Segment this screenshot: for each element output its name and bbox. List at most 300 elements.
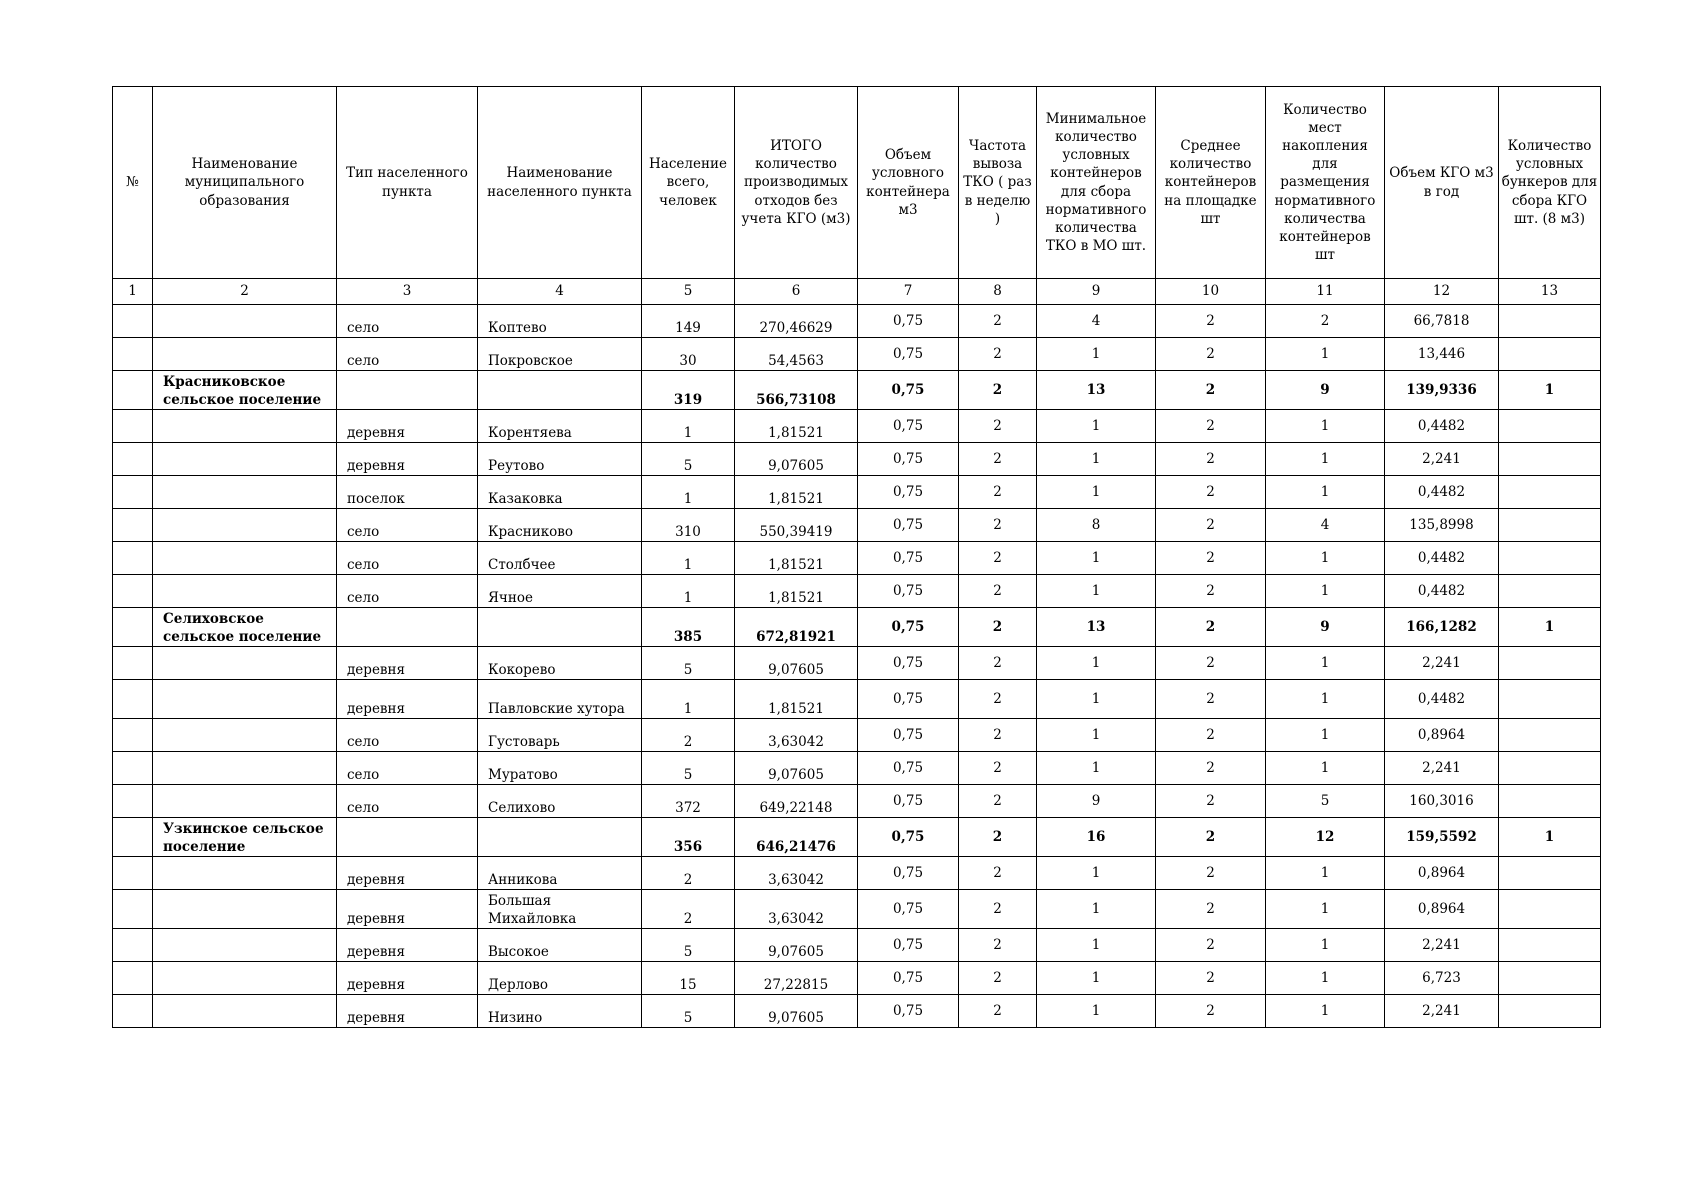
container-volume-cell: 0,75 xyxy=(858,647,959,680)
settlement-name-cell: Ячное xyxy=(478,575,642,608)
avg-containers-cell: 2 xyxy=(1156,509,1266,542)
kgo-volume-cell: 0,4482 xyxy=(1385,476,1499,509)
min-containers-cell: 13 xyxy=(1037,608,1156,647)
settlement-type-cell: село xyxy=(337,719,478,752)
sites-cell: 1 xyxy=(1266,929,1385,962)
municipality-cell xyxy=(153,542,337,575)
min-containers-cell: 1 xyxy=(1037,338,1156,371)
container-volume-cell: 0,75 xyxy=(858,305,959,338)
municipality-cell xyxy=(153,680,337,719)
population-cell: 15 xyxy=(642,962,735,995)
bunkers-cell xyxy=(1499,680,1601,719)
avg-containers-cell: 2 xyxy=(1156,857,1266,890)
kgo-volume-cell: 139,9336 xyxy=(1385,371,1499,410)
settlement-type-cell: село xyxy=(337,338,478,371)
municipality-cell xyxy=(153,719,337,752)
sites-cell: 1 xyxy=(1266,542,1385,575)
settlement-name-cell: Селихово xyxy=(478,785,642,818)
bunkers-cell xyxy=(1499,338,1601,371)
kgo-volume-cell: 2,241 xyxy=(1385,647,1499,680)
avg-containers-cell: 2 xyxy=(1156,647,1266,680)
population-cell: 30 xyxy=(642,338,735,371)
min-containers-cell: 13 xyxy=(1037,371,1156,410)
container-volume-cell: 0,75 xyxy=(858,476,959,509)
municipality-cell: Селиховское сельское поселение xyxy=(153,608,337,647)
waste-volume-cell: 3,63042 xyxy=(735,890,858,929)
table-row xyxy=(113,443,1601,476)
min-containers-cell: 1 xyxy=(1037,890,1156,929)
frequency-cell: 2 xyxy=(959,410,1037,443)
table-row xyxy=(113,857,1601,890)
settlement-type-cell: деревня xyxy=(337,857,478,890)
table-row xyxy=(113,575,1601,608)
column-number: 1 xyxy=(113,279,153,305)
bunkers-cell xyxy=(1499,752,1601,785)
settlement-type-cell: село xyxy=(337,305,478,338)
sites-cell: 9 xyxy=(1266,371,1385,410)
settlement-type-cell: село xyxy=(337,542,478,575)
min-containers-cell: 1 xyxy=(1037,719,1156,752)
row-number-cell xyxy=(113,410,153,443)
bunkers-cell xyxy=(1499,509,1601,542)
bunkers-cell xyxy=(1499,647,1601,680)
min-containers-cell: 1 xyxy=(1037,962,1156,995)
sites-cell: 1 xyxy=(1266,647,1385,680)
min-containers-cell: 4 xyxy=(1037,305,1156,338)
min-containers-cell: 1 xyxy=(1037,752,1156,785)
settlement-type-cell: село xyxy=(337,785,478,818)
frequency-cell: 2 xyxy=(959,680,1037,719)
avg-containers-cell: 2 xyxy=(1156,680,1266,719)
frequency-cell: 2 xyxy=(959,542,1037,575)
header-cell: Наименование населенного пункта xyxy=(478,87,642,279)
row-number-cell xyxy=(113,509,153,542)
table-row xyxy=(113,680,1601,719)
bunkers-cell xyxy=(1499,476,1601,509)
kgo-volume-cell: 166,1282 xyxy=(1385,608,1499,647)
sites-cell: 1 xyxy=(1266,719,1385,752)
bunkers-cell: 1 xyxy=(1499,371,1601,410)
municipality-cell xyxy=(153,752,337,785)
row-number-cell xyxy=(113,476,153,509)
header-cell: Население всего, человек xyxy=(642,87,735,279)
settlement-type-cell: деревня xyxy=(337,890,478,929)
kgo-volume-cell: 6,723 xyxy=(1385,962,1499,995)
municipality-cell xyxy=(153,929,337,962)
frequency-cell: 2 xyxy=(959,608,1037,647)
population-cell: 310 xyxy=(642,509,735,542)
container-volume-cell: 0,75 xyxy=(858,410,959,443)
min-containers-cell: 1 xyxy=(1037,443,1156,476)
frequency-cell: 2 xyxy=(959,857,1037,890)
municipality-cell xyxy=(153,305,337,338)
avg-containers-cell: 2 xyxy=(1156,410,1266,443)
population-cell: 5 xyxy=(642,929,735,962)
row-number-cell xyxy=(113,680,153,719)
settlement-name-cell: Казаковка xyxy=(478,476,642,509)
settlement-type-cell: деревня xyxy=(337,680,478,719)
avg-containers-cell: 2 xyxy=(1156,929,1266,962)
municipality-row xyxy=(113,371,1601,410)
header-cell: Наименование муниципального образования xyxy=(153,87,337,279)
avg-containers-cell: 2 xyxy=(1156,995,1266,1028)
table-row xyxy=(113,509,1601,542)
min-containers-cell: 8 xyxy=(1037,509,1156,542)
table-row xyxy=(113,995,1601,1028)
container-volume-cell: 0,75 xyxy=(858,857,959,890)
municipality-cell xyxy=(153,476,337,509)
settlement-type-cell: деревня xyxy=(337,962,478,995)
avg-containers-cell: 2 xyxy=(1156,305,1266,338)
column-number: 7 xyxy=(858,279,959,305)
frequency-cell: 2 xyxy=(959,305,1037,338)
sites-cell: 1 xyxy=(1266,410,1385,443)
kgo-volume-cell: 159,5592 xyxy=(1385,818,1499,857)
settlement-type-cell xyxy=(337,371,478,410)
kgo-volume-cell: 0,4482 xyxy=(1385,542,1499,575)
row-number-cell xyxy=(113,857,153,890)
header-row xyxy=(113,87,1601,279)
column-number: 10 xyxy=(1156,279,1266,305)
container-volume-cell: 0,75 xyxy=(858,929,959,962)
row-number-cell xyxy=(113,542,153,575)
container-volume-cell: 0,75 xyxy=(858,575,959,608)
sites-cell: 1 xyxy=(1266,995,1385,1028)
column-number-row xyxy=(113,279,1601,305)
header-cell: Количество условных бункеров для сбора КГО шт. (8 м3) xyxy=(1499,87,1601,279)
settlement-type-cell: село xyxy=(337,752,478,785)
avg-containers-cell: 2 xyxy=(1156,962,1266,995)
column-number: 2 xyxy=(153,279,337,305)
container-volume-cell: 0,75 xyxy=(858,509,959,542)
container-volume-cell: 0,75 xyxy=(858,371,959,410)
municipality-cell xyxy=(153,785,337,818)
kgo-volume-cell: 2,241 xyxy=(1385,443,1499,476)
settlement-name-cell: Корентяева xyxy=(478,410,642,443)
bunkers-cell: 1 xyxy=(1499,608,1601,647)
row-number-cell xyxy=(113,305,153,338)
row-number-cell xyxy=(113,719,153,752)
settlement-type-cell: деревня xyxy=(337,410,478,443)
avg-containers-cell: 2 xyxy=(1156,338,1266,371)
settlement-name-cell: Кокорево xyxy=(478,647,642,680)
container-volume-cell: 0,75 xyxy=(858,785,959,818)
settlement-type-cell xyxy=(337,608,478,647)
table-row xyxy=(113,929,1601,962)
row-number-cell xyxy=(113,575,153,608)
waste-volume-cell: 9,07605 xyxy=(735,752,858,785)
frequency-cell: 2 xyxy=(959,575,1037,608)
municipality-cell xyxy=(153,410,337,443)
bunkers-cell: 1 xyxy=(1499,818,1601,857)
header-cell: Объем КГО м3 в год xyxy=(1385,87,1499,279)
min-containers-cell: 1 xyxy=(1037,995,1156,1028)
population-cell: 1 xyxy=(642,476,735,509)
municipality-cell xyxy=(153,962,337,995)
container-volume-cell: 0,75 xyxy=(858,818,959,857)
kgo-volume-cell: 160,3016 xyxy=(1385,785,1499,818)
row-number-cell xyxy=(113,371,153,410)
frequency-cell: 2 xyxy=(959,443,1037,476)
frequency-cell: 2 xyxy=(959,371,1037,410)
avg-containers-cell: 2 xyxy=(1156,752,1266,785)
waste-volume-cell: 1,81521 xyxy=(735,542,858,575)
row-number-cell xyxy=(113,785,153,818)
sites-cell: 4 xyxy=(1266,509,1385,542)
frequency-cell: 2 xyxy=(959,929,1037,962)
population-cell: 1 xyxy=(642,575,735,608)
table-row xyxy=(113,719,1601,752)
sites-cell: 1 xyxy=(1266,680,1385,719)
bunkers-cell xyxy=(1499,305,1601,338)
sites-cell: 1 xyxy=(1266,890,1385,929)
sites-cell: 9 xyxy=(1266,608,1385,647)
waste-volume-cell: 649,22148 xyxy=(735,785,858,818)
settlement-name-cell: Покровское xyxy=(478,338,642,371)
row-number-cell xyxy=(113,608,153,647)
waste-volume-cell: 1,81521 xyxy=(735,680,858,719)
avg-containers-cell: 2 xyxy=(1156,575,1266,608)
kgo-volume-cell: 0,8964 xyxy=(1385,890,1499,929)
sites-cell: 1 xyxy=(1266,575,1385,608)
min-containers-cell: 1 xyxy=(1037,647,1156,680)
waste-volume-cell: 1,81521 xyxy=(735,575,858,608)
municipality-cell: Узкинское сельское поселение xyxy=(153,818,337,857)
population-cell: 319 xyxy=(642,371,735,410)
frequency-cell: 2 xyxy=(959,752,1037,785)
row-number-cell xyxy=(113,443,153,476)
waste-volume-cell: 9,07605 xyxy=(735,647,858,680)
sites-cell: 5 xyxy=(1266,785,1385,818)
min-containers-cell: 1 xyxy=(1037,680,1156,719)
municipality-cell xyxy=(153,995,337,1028)
avg-containers-cell: 2 xyxy=(1156,785,1266,818)
settlement-name-cell: Анникова xyxy=(478,857,642,890)
bunkers-cell xyxy=(1499,962,1601,995)
settlement-name-cell xyxy=(478,371,642,410)
table-row xyxy=(113,785,1601,818)
kgo-volume-cell: 135,8998 xyxy=(1385,509,1499,542)
header-cell: № xyxy=(113,87,153,279)
kgo-volume-cell: 0,4482 xyxy=(1385,575,1499,608)
population-cell: 1 xyxy=(642,542,735,575)
waste-volume-cell: 550,39419 xyxy=(735,509,858,542)
kgo-volume-cell: 0,8964 xyxy=(1385,857,1499,890)
row-number-cell xyxy=(113,752,153,785)
container-volume-cell: 0,75 xyxy=(858,680,959,719)
column-number: 11 xyxy=(1266,279,1385,305)
settlement-type-cell: деревня xyxy=(337,443,478,476)
settlement-type-cell: деревня xyxy=(337,647,478,680)
header-cell: Тип населенного пункта xyxy=(337,87,478,279)
waste-volume-cell: 270,46629 xyxy=(735,305,858,338)
waste-volume-cell: 3,63042 xyxy=(735,719,858,752)
population-cell: 5 xyxy=(642,647,735,680)
sites-cell: 2 xyxy=(1266,305,1385,338)
min-containers-cell: 1 xyxy=(1037,575,1156,608)
avg-containers-cell: 2 xyxy=(1156,476,1266,509)
waste-volume-cell: 9,07605 xyxy=(735,929,858,962)
bunkers-cell xyxy=(1499,857,1601,890)
settlement-type-cell: деревня xyxy=(337,995,478,1028)
population-cell: 5 xyxy=(642,752,735,785)
container-volume-cell: 0,75 xyxy=(858,338,959,371)
population-cell: 385 xyxy=(642,608,735,647)
settlement-name-cell: Коптево xyxy=(478,305,642,338)
sites-cell: 1 xyxy=(1266,338,1385,371)
settlement-name-cell xyxy=(478,608,642,647)
municipality-row xyxy=(113,818,1601,857)
municipality-cell xyxy=(153,338,337,371)
container-volume-cell: 0,75 xyxy=(858,752,959,785)
kgo-volume-cell: 66,7818 xyxy=(1385,305,1499,338)
population-cell: 5 xyxy=(642,443,735,476)
frequency-cell: 2 xyxy=(959,962,1037,995)
bunkers-cell xyxy=(1499,719,1601,752)
frequency-cell: 2 xyxy=(959,647,1037,680)
municipality-cell xyxy=(153,647,337,680)
settlement-name-cell: Большая Михайловка xyxy=(478,890,642,929)
settlement-name-cell: Красниково xyxy=(478,509,642,542)
waste-volume-cell: 3,63042 xyxy=(735,857,858,890)
container-volume-cell: 0,75 xyxy=(858,542,959,575)
bunkers-cell xyxy=(1499,410,1601,443)
waste-volume-cell: 54,4563 xyxy=(735,338,858,371)
population-cell: 372 xyxy=(642,785,735,818)
settlement-name-cell: Реутово xyxy=(478,443,642,476)
header-cell: Среднее количество контейнеров на площадке шт xyxy=(1156,87,1266,279)
waste-volume-cell: 27,22815 xyxy=(735,962,858,995)
avg-containers-cell: 2 xyxy=(1156,719,1266,752)
header-cell: Количество мест накопления для размещения нормативного количества контейнеров шт xyxy=(1266,87,1385,279)
sites-cell: 1 xyxy=(1266,476,1385,509)
bunkers-cell xyxy=(1499,443,1601,476)
sites-cell: 12 xyxy=(1266,818,1385,857)
population-cell: 2 xyxy=(642,719,735,752)
table-row xyxy=(113,647,1601,680)
population-cell: 1 xyxy=(642,410,735,443)
waste-volume-cell: 9,07605 xyxy=(735,443,858,476)
kgo-volume-cell: 2,241 xyxy=(1385,929,1499,962)
settlement-type-cell: поселок xyxy=(337,476,478,509)
header-cell: Частота вывоза ТКО ( раз в неделю ) xyxy=(959,87,1037,279)
column-number: 12 xyxy=(1385,279,1499,305)
table-row xyxy=(113,752,1601,785)
frequency-cell: 2 xyxy=(959,890,1037,929)
settlement-type-cell: село xyxy=(337,575,478,608)
table-row xyxy=(113,542,1601,575)
min-containers-cell: 1 xyxy=(1037,929,1156,962)
kgo-volume-cell: 0,4482 xyxy=(1385,410,1499,443)
avg-containers-cell: 2 xyxy=(1156,608,1266,647)
bunkers-cell xyxy=(1499,575,1601,608)
bunkers-cell xyxy=(1499,542,1601,575)
settlement-type-cell xyxy=(337,818,478,857)
avg-containers-cell: 2 xyxy=(1156,818,1266,857)
column-number: 5 xyxy=(642,279,735,305)
min-containers-cell: 1 xyxy=(1037,410,1156,443)
population-cell: 2 xyxy=(642,857,735,890)
avg-containers-cell: 2 xyxy=(1156,890,1266,929)
row-number-cell xyxy=(113,929,153,962)
table-row xyxy=(113,476,1601,509)
table-row xyxy=(113,962,1601,995)
row-number-cell xyxy=(113,890,153,929)
waste-volume-cell: 672,81921 xyxy=(735,608,858,647)
sites-cell: 1 xyxy=(1266,752,1385,785)
row-number-cell xyxy=(113,962,153,995)
kgo-volume-cell: 2,241 xyxy=(1385,995,1499,1028)
frequency-cell: 2 xyxy=(959,719,1037,752)
header-cell: Объем условного контейнера м3 xyxy=(858,87,959,279)
kgo-volume-cell: 2,241 xyxy=(1385,752,1499,785)
municipality-cell xyxy=(153,509,337,542)
container-volume-cell: 0,75 xyxy=(858,890,959,929)
population-cell: 1 xyxy=(642,680,735,719)
population-cell: 2 xyxy=(642,890,735,929)
avg-containers-cell: 2 xyxy=(1156,443,1266,476)
avg-containers-cell: 2 xyxy=(1156,542,1266,575)
row-number-cell xyxy=(113,818,153,857)
population-cell: 5 xyxy=(642,995,735,1028)
municipality-cell xyxy=(153,575,337,608)
min-containers-cell: 16 xyxy=(1037,818,1156,857)
column-number: 9 xyxy=(1037,279,1156,305)
column-number: 13 xyxy=(1499,279,1601,305)
settlement-name-cell: Густоварь xyxy=(478,719,642,752)
settlement-name-cell: Дерлово xyxy=(478,962,642,995)
settlement-name-cell: Муратово xyxy=(478,752,642,785)
bunkers-cell xyxy=(1499,785,1601,818)
population-cell: 149 xyxy=(642,305,735,338)
min-containers-cell: 9 xyxy=(1037,785,1156,818)
column-number: 4 xyxy=(478,279,642,305)
min-containers-cell: 1 xyxy=(1037,542,1156,575)
container-volume-cell: 0,75 xyxy=(858,962,959,995)
column-number: 3 xyxy=(337,279,478,305)
table-row xyxy=(113,338,1601,371)
municipality-cell: Красниковское сельское поселение xyxy=(153,371,337,410)
container-volume-cell: 0,75 xyxy=(858,443,959,476)
municipality-cell xyxy=(153,443,337,476)
kgo-volume-cell: 0,4482 xyxy=(1385,680,1499,719)
frequency-cell: 2 xyxy=(959,509,1037,542)
avg-containers-cell: 2 xyxy=(1156,371,1266,410)
waste-volume-cell: 646,21476 xyxy=(735,818,858,857)
kgo-volume-cell: 13,446 xyxy=(1385,338,1499,371)
settlement-name-cell: Высокое xyxy=(478,929,642,962)
kgo-volume-cell: 0,8964 xyxy=(1385,719,1499,752)
waste-collection-table xyxy=(112,86,1601,1028)
frequency-cell: 2 xyxy=(959,476,1037,509)
settlement-name-cell xyxy=(478,818,642,857)
sites-cell: 1 xyxy=(1266,962,1385,995)
row-number-cell xyxy=(113,647,153,680)
settlement-type-cell: деревня xyxy=(337,929,478,962)
waste-volume-cell: 566,73108 xyxy=(735,371,858,410)
column-number: 8 xyxy=(959,279,1037,305)
frequency-cell: 2 xyxy=(959,338,1037,371)
row-number-cell xyxy=(113,338,153,371)
sites-cell: 1 xyxy=(1266,443,1385,476)
container-volume-cell: 0,75 xyxy=(858,719,959,752)
municipality-cell xyxy=(153,890,337,929)
sites-cell: 1 xyxy=(1266,857,1385,890)
bunkers-cell xyxy=(1499,995,1601,1028)
population-cell: 356 xyxy=(642,818,735,857)
container-volume-cell: 0,75 xyxy=(858,995,959,1028)
municipality-row xyxy=(113,608,1601,647)
